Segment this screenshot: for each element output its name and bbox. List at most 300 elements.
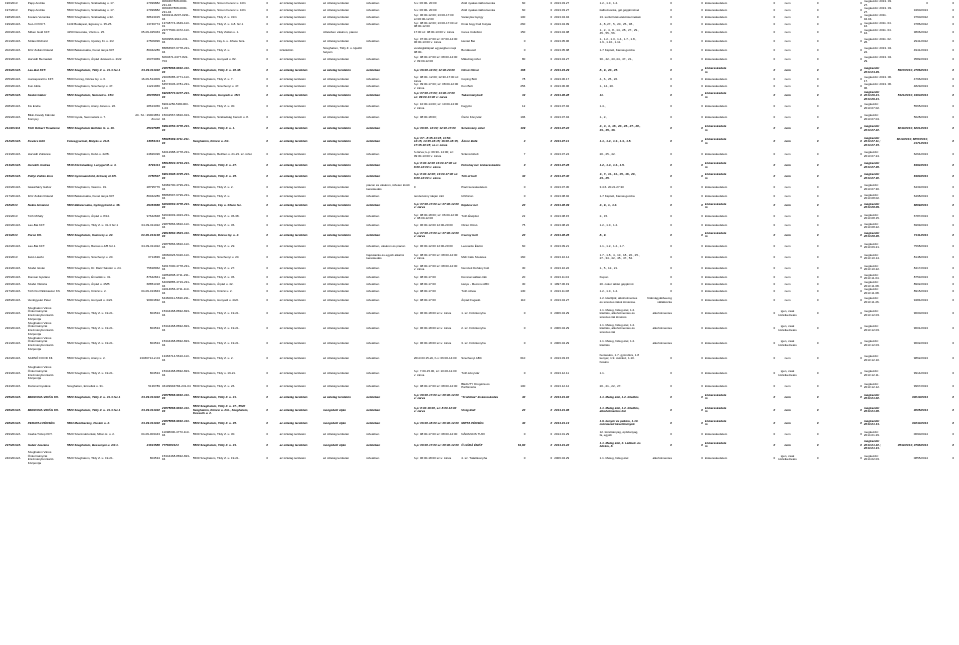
- table-cell: 0: [860, 243, 862, 248]
- table-cell: az üzletág területén: [322, 67, 351, 72]
- table-cell: nem: [784, 126, 791, 131]
- table-row: [4, 351, 955, 366]
- table-cell: kiskereskedelem: [704, 115, 728, 120]
- table-cell: kiskereskedelem: [704, 22, 728, 27]
- table-cell: kiskereskedelem: [704, 418, 727, 427]
- table-cell: 0: [860, 29, 862, 34]
- table-cell: 0: [670, 274, 672, 279]
- table-cell: 1.2. kitelítjük; alkoholmentes és szeszes italok kimérése: [599, 296, 638, 304]
- table-cell: kiskereskedelem: [704, 47, 728, 52]
- table-cell: 5136789: [148, 383, 160, 388]
- table-cell: 0: [816, 442, 819, 447]
- table-cell: 0: [816, 311, 819, 316]
- table-cell: 0: [860, 326, 862, 331]
- table-cell: 33: [522, 93, 526, 98]
- table-cell: Zöld nyakas italbozsonka: [461, 0, 495, 5]
- table-cell: nem: [784, 431, 791, 436]
- table-cell: 86042286: [146, 47, 160, 52]
- table-cell: h-p: 08:00-17:00: [413, 274, 436, 279]
- table-cell: 211/2013/A: [5, 126, 21, 131]
- table-cell: nem: [784, 281, 791, 286]
- table-cell: Öszió Könyvtár: [461, 115, 482, 120]
- table-cell: Tóth Ételpilot: [461, 214, 479, 219]
- table-cell: 0: [550, 29, 553, 34]
- table-cell: Kun Attila: [27, 84, 41, 89]
- table-cell: megkezdő: 2013. 04. 22.: [863, 46, 892, 54]
- table-cell: nem: [784, 56, 791, 61]
- table-cell: 28613366: [146, 104, 160, 109]
- table-cell: Zöld nyakas italbozsonka: [461, 7, 495, 12]
- table-cell: 0: [266, 341, 269, 346]
- table-cell: 0: [550, 174, 553, 179]
- table-cell: Nokia Istvánné: [27, 203, 49, 208]
- table-row: [4, 14, 955, 21]
- table-cell: üzletében: [366, 326, 380, 331]
- table-cell: 6498/2013: [913, 194, 928, 199]
- table-cell: Szeghalom, Kinizsi u. 2/1.: [192, 139, 230, 144]
- table-cell: 0: [266, 185, 269, 190]
- table-cell: 2006.04.29: [554, 341, 570, 346]
- table-cell: 0: [701, 383, 703, 388]
- table-cell: 0: [952, 370, 954, 375]
- table-cell: h-p: 8:00-12:00; 13:00-17:00 sz: 8:00-12:00 v: zárva: [413, 172, 459, 180]
- table-cell: 0: [550, 56, 553, 61]
- table-cell: 64982700-4799-231-04: [161, 183, 190, 191]
- table-cell: 0: [773, 254, 776, 259]
- table-cell: 04-09-011022: [141, 420, 160, 425]
- table-cell: Fagyizó: [461, 104, 472, 109]
- table-cell: 1997.06.19: [554, 281, 570, 286]
- table-cell: 0: [670, 370, 672, 375]
- table-cell: nem: [784, 93, 791, 98]
- table-cell: 0: [670, 115, 672, 120]
- table-cell: Kis Endre: [27, 104, 41, 109]
- table-cell: 5520 Szeghalom, Tildy Z. u. 31-3 fsz.1: [66, 394, 121, 399]
- table-row: [4, 223, 955, 230]
- table-row: [4, 183, 955, 194]
- table-cell: 5500 Szeghalom, Tildy Z. u. 36.: [192, 223, 236, 228]
- table-cell: 13. soritól kisk.elektrotermékek: [599, 15, 641, 20]
- table-cell: 2013.07.04: [554, 115, 570, 120]
- table-cell: 8417/2013: [913, 265, 928, 270]
- table-cell: 12. tüzelőanyag, építőanyag, fa, egyéb: [599, 429, 639, 438]
- table-cell: 0: [266, 126, 269, 131]
- table-cell: 0: [952, 56, 954, 61]
- table-cell: 0: [701, 341, 703, 346]
- table-cell: 3460/2013: [913, 7, 928, 12]
- table-cell: 0: [701, 394, 703, 399]
- table-cell: 196/2013: [5, 0, 18, 5]
- table-cell: 5500 Szeghalom, Tildy Z. u. 19-21.: [192, 311, 240, 316]
- table-row: [4, 135, 955, 150]
- table-cell: hentesáru, 1.7. gyümölcs, 1.8 kenyér, 1.9. cukrász, 1.10. húsáru: [599, 352, 639, 364]
- table-cell: megkezdő: 2013.07.30.: [863, 183, 880, 191]
- table-cell: 23045085-4771-113-16: [161, 76, 190, 83]
- table-cell: üzletében: [366, 298, 380, 303]
- table-cell: Cserny bolt: [461, 232, 478, 237]
- table-cell: 24826496: [146, 152, 160, 157]
- table-cell: 42014656-4711-113-04: [161, 288, 190, 295]
- table-cell: megkezdő: 2013.07.22.: [863, 124, 880, 132]
- table-cell: 0: [773, 232, 776, 237]
- table-cell: 5520 Szeghalom, Kazinczy u. 22.: [66, 232, 114, 237]
- table-cell: 0: [670, 47, 672, 52]
- table-cell: 2013.03.15: [554, 356, 570, 361]
- table-cell: az üzletág területén: [322, 243, 350, 248]
- table-cell: 0: [816, 0, 819, 5]
- table-cell: h-p: 06:00-18:00 sz-v: zárva: [413, 455, 452, 460]
- table-cell: 0: [523, 341, 526, 346]
- table-cell: 0: [773, 152, 776, 157]
- table-cell: 46660026-5420-113-04: [161, 252, 190, 261]
- table-cell: 5500 Szeghalom, Árpád u. 42.: [192, 281, 234, 286]
- table-cell: Lau-Bat KFT.: [27, 67, 47, 72]
- table-cell: fôtárvágyákbeemg vállalkozás: [647, 296, 672, 304]
- table-cell: 5520 Szeghalom, Hunyadi u. 44/2.: [66, 298, 113, 303]
- table-cell: 5500 Szeghalom, Tildy Z. u. 37., 5520 Szeghalom, Kinizsi u. 2/A., Szeghalom, Kossuth u. 2.: [192, 403, 249, 416]
- table-cell: 0: [773, 243, 776, 248]
- table-cell: 0: [952, 0, 954, 5]
- table-cell: 228/2013/A: [5, 298, 21, 303]
- table-cell: 0: [550, 7, 553, 12]
- table-cell: kiskereskedelem: [704, 185, 728, 190]
- table-cell: 0: [266, 67, 269, 72]
- table-cell: kiskereskedelem: [704, 104, 728, 109]
- table-cell: 0: [773, 407, 776, 412]
- table-cell: 8915/2013: [913, 289, 928, 294]
- table-cell: kiskereskedelem: [704, 194, 728, 199]
- table-cell: az üzletág területén: [322, 185, 350, 190]
- register-rows: [4, 0, 955, 466]
- table-cell: 0: [952, 356, 954, 361]
- table-row: [4, 440, 955, 451]
- table-cell: 04-09-011022: [141, 407, 160, 412]
- table-cell: az üzletág területén: [322, 22, 350, 27]
- table-cell: 5500 Szeghalom, Simon Ferenc u. 10/1: [192, 0, 246, 5]
- table-cell: Piaci kereskedelem: [461, 185, 488, 190]
- table-cell: megkezdő: 2013.06.21. 2013.06.21.: [863, 90, 880, 101]
- table-row: [4, 65, 955, 76]
- table-cell: 04-09-011022: [141, 223, 160, 228]
- table-cell: 0: [266, 223, 269, 228]
- table-cell: az üzletág területén: [279, 281, 306, 286]
- table-cell: 0: [550, 76, 553, 81]
- table-cell: 0: [816, 265, 819, 270]
- table-cell: 0: [816, 455, 819, 460]
- table-cell: nem: [784, 383, 791, 388]
- table-cell: 0: [701, 0, 703, 5]
- table-cell: 0060467808-0000-231-04: [161, 0, 188, 7]
- table-cell: 0: [816, 104, 819, 109]
- table-cell: alkoholmentes: [652, 455, 672, 460]
- table-cell: 0: [701, 265, 703, 270]
- table-cell: az üzletág területén: [322, 383, 350, 388]
- table-cell: az üzletág területén: [279, 407, 308, 412]
- table-cell: 0: [952, 431, 954, 436]
- table-cell: 0: [670, 126, 672, 131]
- table-cell: nem: [784, 67, 791, 72]
- table-cell: 87642841: [146, 274, 160, 279]
- table-cell: 61,80: [517, 442, 526, 447]
- table-cell: 0: [952, 104, 954, 109]
- table-cell: 0: [701, 274, 703, 279]
- table-cell: 05-09-025463: [141, 29, 160, 34]
- table-cell: alkoholmentes: [652, 326, 672, 331]
- table-cell: 5500 Korcsg, Dózsa Gy. u. 6.: [66, 76, 106, 81]
- table-cell: Ichthicon: [461, 194, 474, 199]
- table-cell: nem: [784, 356, 791, 361]
- table-cell: 20: [522, 203, 526, 208]
- table-cell: 1., 2.,: [599, 115, 608, 120]
- table-row: [4, 194, 955, 201]
- table-cell: 0: [523, 185, 526, 190]
- table-cell: 0: [773, 356, 776, 361]
- table-cell: h-p: 08:00-17:00 sz: 08:00-12:00: [413, 383, 458, 388]
- table-cell: 0: [266, 194, 269, 199]
- table-cell: 0: [701, 47, 703, 52]
- table-cell: 0: [266, 311, 269, 316]
- table-cell: 0: [773, 115, 776, 120]
- table-cell: 2013.08.15: [554, 214, 570, 219]
- table-cell: kiskereskedelem: [704, 201, 727, 210]
- table-cell: az üzletág területén: [322, 223, 350, 228]
- table-cell: 5500 Szeghalom, Tildy Z. u. 26.: [192, 383, 236, 388]
- table-cell: az üzletág területén: [279, 104, 306, 109]
- table-cell: 0: [860, 163, 862, 168]
- table-cell: az üzletág területén: [279, 356, 306, 361]
- table-cell: 0: [670, 93, 672, 98]
- table-cell: 0: [701, 194, 703, 199]
- table-cell: kiskereskedelem: [704, 223, 728, 228]
- table-cell: 5500 Szeghalom, Tildy Z. u. 19-21.: [192, 455, 240, 460]
- table-cell: 2013.07.24: [554, 152, 570, 157]
- table-cell: 2013.06.17: [554, 76, 570, 81]
- table-cell: 0750547: [148, 174, 160, 179]
- table-cell: 0: [266, 76, 269, 81]
- table-cell: az üzletág területén: [322, 214, 350, 219]
- table-cell: 5565/2013: [913, 104, 928, 109]
- table-cell: üzletében: [366, 139, 381, 144]
- table-cell: igen, csak közétkeztetés: [778, 453, 797, 462]
- table-cell: 0: [701, 76, 703, 81]
- table-cell: Számszóbolt: [461, 152, 479, 157]
- table-cell: 65618803-4719-231-04: [161, 161, 190, 169]
- table-cell: 4., 8.,27., 5., 20., 25., 38.,: [599, 22, 634, 27]
- table-cell: BEAUTY Drogéria és Parfüméria: [461, 381, 490, 390]
- table-row: [4, 91, 955, 102]
- table-cell: 0: [860, 455, 862, 460]
- table-cell: 40: [522, 420, 526, 425]
- table-cell: Gabol Juszéna: [27, 442, 49, 447]
- table-cell: 0: [701, 370, 703, 375]
- table-cell: 0: [550, 203, 553, 208]
- table-cell: 15344468-8832-823-04: [161, 309, 190, 317]
- table-cell: üzletében: [366, 174, 381, 179]
- table-cell: 0060467808-0000-231-04: [161, 7, 188, 14]
- table-cell: 5500 Szeghalom, Baross u.4/B fsz.1: [66, 243, 116, 248]
- table-cell: 64574636-4781-231-04: [161, 83, 190, 90]
- table-cell: 0: [550, 431, 553, 436]
- table-cell: az üzletág területén: [279, 311, 306, 316]
- table-cell: az üzletág területén: [279, 254, 306, 259]
- table-cell: MEDICINA-VIRÁG Kft.: [27, 407, 59, 412]
- table-cell: az üzletág területén: [279, 76, 306, 81]
- table-cell: 7141/2013: [913, 232, 928, 237]
- table-cell: kiskereskedelem: [704, 38, 728, 43]
- table-cell: üzletében: [366, 93, 381, 98]
- table-cell: 0: [550, 185, 553, 190]
- table-cell: az üzletág területén: [279, 67, 308, 72]
- table-cell: Kupon: [599, 274, 609, 279]
- table-cell: nem: [784, 15, 791, 20]
- table-cell: Szechenyi ABC: [461, 356, 482, 361]
- table-cell: 0: [523, 370, 526, 375]
- table-cell: Szabó István: [27, 265, 46, 270]
- table-cell: 0: [550, 223, 553, 228]
- table-cell: 2013.04.27: [554, 298, 570, 303]
- table-cell: üzletében: [366, 115, 380, 120]
- table-cell: megkezdő: 2014.01.06.: [863, 405, 880, 414]
- table-row: [4, 113, 955, 124]
- table-cell: 0: [266, 38, 269, 43]
- table-cell: 0: [952, 139, 954, 144]
- table-cell: 5500 Szeghalom, Árpád u. 45/B: [66, 281, 110, 286]
- table-cell: 7778000124: [161, 442, 179, 447]
- table-cell: 0: [816, 163, 819, 168]
- table-cell: 2., 3., 4., 18., 20., 26., 27., 28., 43., 45., 46.: [599, 124, 641, 132]
- table-cell: 5500 Szeghalom, Tildy Z. u. 31/1: [192, 15, 237, 20]
- table-cell: 2013.04.08: [554, 29, 570, 34]
- table-cell: megkezdő: 2013.07.26.: [863, 161, 880, 169]
- table-cell: az üzletág területén: [322, 254, 350, 259]
- table-cell: marcaporal.hu KFT.: [27, 76, 54, 81]
- table-cell: az üzletág területén: [322, 455, 350, 460]
- table-cell: 0: [266, 139, 269, 144]
- table-cell: Szeghalom Város Önkormányzat Intézményfenntartó Központja: [27, 321, 54, 336]
- table-cell: kiskereskedelem: [704, 392, 727, 401]
- table-cell: 0: [701, 203, 703, 208]
- table-cell: alkoholmentes: [652, 341, 672, 346]
- table-cell: [365, 29, 412, 36]
- table-cell: 68613015: [146, 15, 160, 20]
- table-cell: 0: [816, 152, 819, 157]
- table-cell: 13748774-4649-113-01: [161, 21, 190, 29]
- table-cell: 6787/2013: [913, 214, 928, 219]
- table-cell: kiskereskedelem: [704, 56, 728, 61]
- table-cell: 0: [860, 442, 862, 447]
- table-cell: Árpád Fogadó: [461, 298, 481, 303]
- table-cell: az üzletág területén: [279, 38, 306, 43]
- table-cell: 5500 Szeghalom, Tildy Z. u. 36-38.: [192, 214, 240, 219]
- table-cell: üzletében: [366, 38, 380, 43]
- table-cell: 196: [520, 115, 526, 120]
- table-cell: kiskereskedelem: [704, 29, 728, 34]
- table-cell: Nemzeti Dohány bolt: [461, 265, 490, 270]
- table-cell: 0: [266, 289, 269, 294]
- table-cell: 0: [550, 47, 553, 52]
- table-cell: 27999882: [146, 7, 160, 12]
- table-cell: kiskereskedelem: [704, 370, 728, 375]
- table-cell: 0: [860, 394, 862, 399]
- table-cell: 0: [952, 84, 954, 89]
- table-cell: 0: [860, 223, 862, 228]
- table-cell: 2013.07.26: [554, 163, 570, 168]
- table-cell: kiskereskedelem: [704, 84, 728, 89]
- table-cell: 15344468-8832-823-04: [161, 453, 190, 462]
- table-cell: üzletében: [366, 407, 381, 412]
- table-cell: 60: [522, 243, 526, 248]
- table-cell: 0: [773, 174, 776, 179]
- table-cell: 5500 Szeghalom, Vasút u. 19.: [66, 185, 107, 190]
- table-cell: üzletében: [366, 442, 381, 447]
- table-cell: PERATAJ-PÉKSÉG: [27, 420, 55, 425]
- table-cell: 200/2013/A: [5, 29, 21, 34]
- table-cell: az üzletág területén: [322, 0, 350, 5]
- table-cell: 0: [860, 56, 862, 61]
- table-cell: 0: [701, 15, 703, 20]
- table-cell: 220/2013/A: [5, 223, 21, 228]
- table-cell: 0: [952, 223, 954, 228]
- table-cell: 2013.12.12: [554, 383, 570, 388]
- table-cell: 2006.04.29: [554, 311, 570, 316]
- table-cell: az üzletág területén: [322, 394, 351, 399]
- table-cell: Fritz Zoltán Roland: [27, 194, 54, 199]
- table-cell: 0: [550, 274, 553, 279]
- table-cell: az üzletág területén: [322, 15, 350, 20]
- table-cell: 227/2013/A: [5, 289, 21, 294]
- table-cell: igen, csak közétkeztetés: [778, 369, 797, 377]
- table-cell: h-p: 07:00-17:00 sz: 07:00-12:00 v: zárva: [413, 201, 459, 210]
- table-cell: 0: [266, 0, 269, 5]
- table-cell: h-p: 09:00-17:00; sz: 08:00-12:00 v: zárva: [413, 83, 459, 90]
- table-cell: üzletében: [366, 420, 381, 425]
- table-cell: 0: [816, 420, 819, 425]
- table-row: [4, 7, 955, 14]
- table-cell: 0: [816, 93, 819, 98]
- table-cell: 0: [266, 232, 269, 237]
- table-cell: Füzesgyarmat, Malyás u. 21/A: [66, 139, 110, 144]
- table-cell: 0: [550, 126, 553, 131]
- table-cell: 1.2., 1.3., 1.4.: [599, 223, 618, 228]
- table-cell: Szeghalom, Tildy Z. u. kijelölt helyein: [322, 46, 362, 54]
- table-cell: 42862808-4711-231-04: [161, 273, 190, 281]
- table-cell: 2013.05.06: [554, 38, 570, 43]
- table-cell: 222/2013/A: [5, 243, 21, 248]
- table-cell: 2006.04.29: [554, 455, 570, 460]
- table-cell: Venkigyelet Péter: [27, 298, 52, 303]
- table-cell: 0: [816, 7, 819, 12]
- table-cell: kiskereskedelem: [704, 289, 728, 294]
- table-cell: 0: [773, 281, 776, 286]
- table-cell: 8753/2013: [913, 274, 928, 279]
- table-cell: 197/2013: [5, 7, 18, 12]
- table-row: [4, 451, 955, 466]
- table-cell: az üzletág területén: [279, 22, 306, 27]
- table-cell: 0: [701, 163, 703, 168]
- table-cell: 6460211-8207-0231-04: [161, 14, 190, 21]
- table-cell: 9600/2013: [913, 311, 928, 316]
- table-cell: kiskereskedelem: [704, 326, 728, 331]
- table-cell: 11.: [599, 93, 604, 98]
- register-table: [4, 0, 955, 466]
- table-cell: 0: [773, 265, 776, 270]
- table-cell: Szivárvány üzlet: [461, 126, 485, 131]
- table-cell: 28795776: [146, 185, 160, 190]
- table-cell: 0: [670, 139, 672, 144]
- table-cell: 0: [670, 67, 672, 72]
- table-cell: kiskereskedelem: [704, 15, 728, 20]
- table-cell: 23875866-9810-113-04: [161, 418, 190, 427]
